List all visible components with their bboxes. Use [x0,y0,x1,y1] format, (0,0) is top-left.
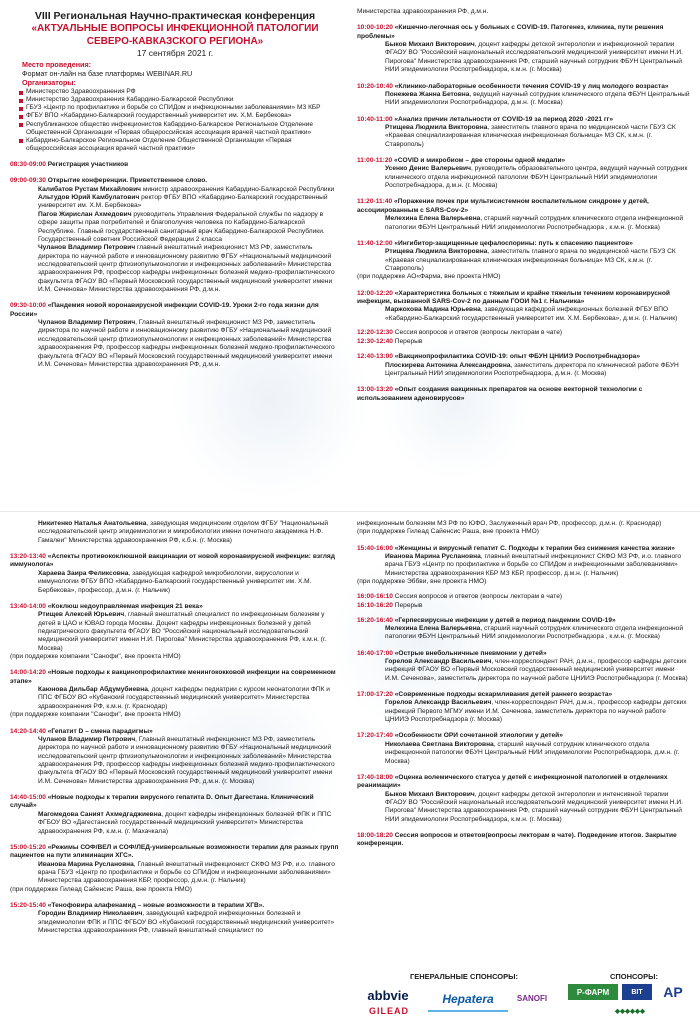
speaker [357,165,690,190]
speaker [357,658,690,683]
schedule-list [10,161,340,369]
session-title: «Гепатит D – смена парадигмы» [45,727,153,735]
schedule-item [10,794,340,836]
support-note: (при поддержке Гилеад Сайенсис Раша, вне проекта НМО) [10,885,192,893]
speaker-role: , доцент кафедры детской энтерологии и интенсивной терапии ФГАОУ ВО "Российский национальный исследовательский медицинский университет имени Н.И. Пирогова" Министерства здравоохранения РФ, старший научный сотрудник ФБУН Центральный НИИ эпидемиологии Роспотребнадзора, к.м.н. (г. Москва) [385,790,683,823]
schedule-item [357,116,690,149]
session-title: «Характеристика больных с тяжелым и крайне тяжелым течением коронавирусной инфекции, вызванной SARS-Cov-2 по данным ГООИ №1 г. Нальчика» [357,289,670,306]
sponsors-label: СПОНСОРЫ: [610,972,658,981]
speaker [10,244,340,294]
schedule-item [357,198,690,231]
session-time: 14:20-14:40 [10,727,46,735]
schedule-item [357,83,690,108]
speaker-name: Усенко Денис Валерьевич [385,165,471,173]
schedule-item [10,902,340,935]
session-time: 11:00-11:20 [357,157,393,165]
session-title: «Режимы СОФ/ВЕЛ и СОФ/ЛЕД-универсальные возможности терапии для разных групп пациентов на пути элиминации ХГС». [10,843,339,860]
session-time: 17:40-18:00 [357,773,393,781]
speaker [10,811,340,836]
session-title: «Анализ причин летальности от COVID-19 за период 2020 -2021 гг» [392,115,614,123]
speaker-role: , член-корреспондент РАН, д.м.н., профессор кафедры детских инфекций ФГАОУ ВО «Первый Московский государственный медицинский университет имени И.М. Сеченова», заместитель директора по научной работе ЦНИИЭ Роспотребнадзора (г. Москва) [385,657,688,682]
speaker-name: Пагов Жирислан Ахмедович [38,210,132,218]
speaker-role: , доцент кафедры детской энтерологии и инфекционной терапии ФГАОУ ВО "Российский национальный исследовательский медицинский университет имени Н.И. Пирогова" Министерства здравоохранения РФ, старший научный сотрудник ФБУН Центральный НИИ эпидемиологии Роспотребнадзора, к.м.н. (г. Москва) [385,41,683,74]
speaker-role: , доцент кафедры инфекционных болезней ФПК и ППС ФГБОУ ВО «Дагестанский государственный медицинский университет» Министерства здравоохранения РФ, к.м.н. (г. Махачкала) [38,810,332,835]
speaker-name: Быков Михаил Викторович [385,41,475,49]
session-time: 16:10-16:20 [357,601,393,609]
session-time: 18:00-18:20 [357,832,393,840]
schedule-list [10,553,340,935]
schedule-item [357,732,690,765]
speaker [357,791,690,824]
speaker [10,211,340,244]
speaker [10,186,340,194]
session-time: 17:00-17:20 [357,691,393,699]
session-time: 17:20-17:40 [357,732,393,740]
schedule-item [10,844,340,894]
speaker-role: , руководитель образовательного центра, ведущий научный сотрудник клинического отдела инфекционной патологии ФБУН Центральный НИИ эпидемиологии Роспотребнадзора, д.м.н. (г. Москва) [385,165,688,190]
organizer-item: Республиканское общество инфекционистов Кабардино-Балкарское Региональное Отделение Общественной Организации «Первая общероссийская ассоциация врачей частной практики» [19,121,340,137]
speaker-role: , заведующая кафедрой микробиологии, вирусологии и иммунологии ФГБУ ВПО «Кабардино-Балкарский государственный университет им. Х.М. Бербекова», профессор, д.м.н. (г. Нальчик) [38,569,312,594]
speaker-role: руководитель Управления Федеральной службы по надзору в сфере защиты прав потребителей и благополучия человека по Кабардино-Балкарской Республике. Главный государственный санитарный врач Кабардино-Балкарской Республики. Государственный советник Российской Федерации 2 класса [38,210,325,243]
speaker-role: министр здравоохранения Кабардино-Балкарской Республики [140,185,335,193]
session-time: 16:00-16:10 [357,592,393,600]
speaker-name: Плоскирева Антонина Александровна [385,361,511,369]
gilead-logo: GILEAD [368,1006,409,1016]
speaker-name: Горелов Александр Васильевич [385,699,492,707]
schedule-item [10,177,340,294]
speaker [10,861,340,886]
speaker-name: Николаева Светлана Викторовна [385,740,494,748]
speaker [357,699,690,724]
speaker [357,306,690,323]
speaker-role-continued: Министерства здравоохранения РФ, д.м.н. [357,8,489,15]
schedule-item [10,669,340,719]
organizer-item: Министерство Здравоохранения Кабардино-Балкарской Республики [19,96,340,104]
schedule-item [357,650,690,683]
schedule-breaks [357,329,690,345]
speaker-name: Городин Владимир Николаевич [38,910,143,918]
schedule-item [357,353,690,378]
session-title: «Коклюш недоуправляемая инфекция 21 века» [45,602,203,610]
bottom-right-column [357,520,690,849]
session-title: «Аспекты противококлюшной вакцинации от новой коронавирусной инфекции: взгляд иммунолога» [10,553,335,569]
speaker-role-continued: инфекционным болезням МЗ РФ по ЮФО, Заслуженный врач РФ, профессор, д.м.н. (г. Краснодар) [357,520,662,527]
session-title: Перерыв [392,338,423,346]
session-title: «COVID и микробиом – две стороны одной медали» [392,157,566,165]
session-time: 13:00-13:20 [357,386,393,394]
speaker-role: ректор ФГБУ ВПО «Кабардино-Балкарский государственный университет им. Х.М. Бербекова» [38,194,328,210]
speaker-role: , заведующий кафедрой инфекционных болезней и эпидемиологии ФПК и ППС ФГБОУ ВО «Кубанский государственный медицинский университет» Министерства здравоохранения РФ, главный внештатный специалист по [38,910,335,935]
session-time: 08:30-09:00 [10,161,46,168]
speaker-name: Понежева Жанна Бетовна [385,90,470,98]
schedule-item [357,617,690,642]
organizer-item: Кабардино-Балкарское Региональное Отделение Общественной Организации «Первая общероссийская ассоциация врачей частной практики» [19,137,340,153]
session-title: «Острые внебольничные пневмонии у детей» [392,649,547,657]
schedule-item [357,545,690,587]
session-title: «Женщины и вирусный гепатит С. Подходы к терапии без снижения качества жизни» [392,544,675,552]
speaker-name: Хараева Заира Феликсовна [38,569,129,577]
session-title: «Поражение почек при мультисистемном воспалительном синдроме у детей, ассоциированным с SARS-Cov-2» [357,198,649,214]
speaker [10,686,340,711]
session-time: 16:40-17:00 [357,649,393,657]
schedule-list [357,617,690,849]
speaker-name: Мелехина Елена Валерьевна [385,215,481,223]
program-page-bottom [0,512,700,1024]
session-time: 15:40-16:00 [357,544,393,552]
schedule-item [10,302,340,369]
schedule-item [357,602,690,609]
session-time: 13:40-14:00 [10,602,46,610]
schedule-item [10,161,340,169]
speaker [357,124,690,149]
speaker-name: Ртищева Людмила Викторовна [385,123,488,131]
schedule-item [10,553,340,595]
speaker-role: , ведущий научный сотрудник клинического отдела ФБУН Центральный НИИ эпидемиологии Роспотребнадзора, д.м.н. (г. Москва) [385,90,690,107]
session-title: «Ингибитор-защищенные цефалоспорины: путь к спасению пациентов» [392,239,633,247]
speaker-name: Мелехина Елена Валерьевна [385,624,481,632]
venue-label: Место проведения: [22,60,92,69]
speaker [10,611,340,653]
support-note: (при поддержке АО«Фарма, вне проекта НМО) [357,273,501,281]
speaker [357,625,690,642]
schedule-item [357,338,690,345]
schedule-list [357,545,690,587]
session-title: Сессия вопросов и ответов (вопросы лекторам в чате) [392,329,563,337]
top-left-column [10,10,340,369]
schedule-item [357,157,690,190]
conference-title-line2: СЕВЕРО-КАВКАЗСКОГО РЕГИОНА» [86,35,264,47]
schedule-item [10,603,340,662]
sponsor-logo: BIT [622,984,652,1000]
session-title: «Опыт создания вакцинных препаратов на основе векторной технологии с использованием аденовирусов» [357,386,643,402]
speaker-name: Альтудов Юрий Камбулатович [38,194,140,202]
speaker-name: Калибатов Рустам Михайлович [38,185,141,193]
speaker [10,319,340,369]
conference-title-line1: «АКТУАЛЬНЫЕ ВОПРОСЫ ИНФЕКЦИОННОЙ ПАТОЛОГИИ [31,23,319,34]
speaker-name: Магомедова Саният Ахмедгаджиевна [38,810,162,818]
schedule-item [357,386,690,403]
session-time: 09:30-10:00 [10,302,46,310]
session-time: 11:40-12:00 [357,239,393,247]
session-title: «Клинико-лабораторные особенности течения COVID-19 у лиц молодого возраста» [392,82,669,90]
session-title: «Герпесвирусные инфекции у детей в период пандемии COVID-19» [392,616,616,624]
organizer-item: ФГБУ ВПО «Кабардино-Балкарский государственный университет им. Х.М. Бербекова» [19,112,340,120]
session-time: 09:00-09:30 [10,177,46,185]
speaker [357,553,690,578]
speaker-name: Чуланов Владимир Петрович [38,244,136,252]
speaker-name: Ртищев Алексей Юрьевич [38,611,125,619]
session-time: 13:20-13:40 [10,553,46,561]
session-title: «Новые подходы к терапии вирусного гепатита D. Опыт Дагестана. Клинический случай» [10,794,314,810]
speaker [10,736,340,786]
bottom-left-column [10,520,340,935]
top-right-column [357,8,690,403]
session-time: 15:20-15:40 [10,902,46,910]
session-title: «Тенофовира алафенамид – новые возможности в терапии ХГВ». [45,902,265,910]
conference-number: VIII Региональная Научно-практическая конференция [34,10,316,22]
session-title: Открытие конференции. Приветственное слово. [45,177,208,185]
session-title: «Кишечно-легочная ось у больных с COVID-19. Патогенез, клиника, пути решения проблемы» [357,24,664,40]
abbvie-logo: abbvie [367,987,409,1003]
session-time: 12:00-12:20 [357,289,393,297]
session-title: Регистрация участников [45,161,129,168]
hepatera-logo: Hepatera [428,988,508,1012]
speaker [10,520,340,545]
speaker [357,741,690,766]
session-title: «Вакцинопрофилактика COVID-19: опыт ФБУН ЦНИИЭ Роспотребнадзора» [392,353,641,361]
speaker-role: , Главный внештатный инфекционист МЗ РФ, заместитель директора по научной работе и инновационному развитию ФГБУ «Национальный медицинский исследовательский центр фтизиопульмонологии и инфекционных заболеваний» Министерства здравоохранения РФ, профессор кафедры инфекционных болезней медико-профилактического факультета ФГАОУ ВО «Первый Московский государственный медицинский университет имени И.М. Сеченова» Министерства здравоохранения РФ, д.м.н. (г. Москва) [38,735,335,785]
speaker [10,194,340,211]
organizer-item: ГБУЗ «Центр по профилактике и борьбе со СПИДом и инфекционными заболеваниями» МЗ КБР [19,104,340,112]
support-note: (при поддержке Гилеад Сайенсис Раша, вне проекта НМО) [357,528,539,536]
session-time: 11:20-11:40 [357,198,393,206]
speaker-role: , Главный внештатный инфекционист СКФО МЗ РФ, и.о. главного врача ГБУЗ «Центр по профилактике и борьбе со СПИДом и инфекционными заболеваниями» Министерства здравоохранения КБР, профессор, д.м.н. (г. Нальчик) [38,860,335,885]
speaker-role: , Главный внештатный инфекционист МЗ РФ, заместитель директора по научной работе и инновационному развитию ФГБУ «Национальный медицинский исследовательский центр фтизиопульмонологии и инфекционных заболеваний» Министерства здравоохранения РФ, профессор кафедры инфекционных болезней медико-профилактического факультета ФГАОУ ВО «Первый Московский государственный медицинский университет имени И.М. Сеченова» Министерства здравоохранения РФ, д.м.н. [38,319,335,368]
speaker-role: , доцент кафедры педиатрии с курсом неонатологии ФПК и ППС ФГБОУ ВО «Кубанский государственный медицинский университет» Министерства здравоохранения РФ, к.м.н. (г. Краснодар) [38,686,330,710]
schedule-item [357,290,690,323]
speaker-name: Иванова Марина Руслановна [385,553,481,561]
speaker [357,362,690,379]
speaker-name: Иванова Марина Руслановна [38,860,134,868]
speaker-role: , главный внештатный специалист по инфекционным болезням у детей в ЦАО и ЮВАО города Москвы. Доцент кафедры инфекционных болезней у детей педиатрического факультета ФГАОУ ВО "Российский национальный исследовательский медицинский университет имени Н.И. Пирогова" Министерства здравоохранения РФ, к.м.н. (г. Москва) [38,611,327,652]
session-time: 14:00-14:20 [10,669,46,677]
ap-logo: AP [663,984,683,1000]
session-time: 14:40-15:00 [10,794,46,802]
speaker-name: Быков Михаил Викторович [385,790,475,798]
schedule-item [357,691,690,724]
speaker-role: , заместитель главного врача по медицинской части ГБУЗ СК «Краевая специализированная клиническая инфекционная больница» МЗ СК, к.м.н. (г. Ставрополь) [385,248,676,272]
organizer-item: Министерство Здравоохранения РФ [19,88,340,96]
r-pharm-logo: Р-ФАРМ [568,984,618,1000]
speaker-role: , заведующая медицинским отделом ФГБУ "Национальный исследовательский центр эпидемиологии и микробиологии имени почетного академика Н.Ф. Гамалеи" Министерства здравоохранения РФ, к.б.н. (г. Москва) [38,520,329,544]
session-title: Сессия вопросов и ответов (вопросы лекторам в чате) [392,592,563,600]
schedule-breaks [357,593,690,609]
session-time: 16:20-16:40 [357,616,393,624]
speaker [10,910,340,935]
speaker-role: , старший научный сотрудник клинического отдела инфекционной патологии ФБУН Центральный НИИ эпидемиологии Роспотребнадзора , к.м.н. (г. Москва) [385,624,684,641]
schedule-item [357,832,690,849]
speaker-role: , главный внештатный инфекционист СКФО МЗ РФ, и.о. главного врача ГБУЗ «Центр по профилактике и борьбе со СПИДом и инфекционными заболеваниями» Министерства здравоохранения КБР МЗ КБР, профессор, д.м.н. (г. Нальчик) [385,553,682,577]
speaker-role: главный внештатный инфекционист МЗ РФ, заместитель директора по научной работе и инновационному развитию ФГБУ «Национальный медицинский исследовательский центр фтизиопульмонологии и инфекционных заболеваний» Министерства здравоохранения РФ, профессор кафедры инфекционных болезней медико-профилактического факультета ФГАОУ ВО «Первый Московский государственный медицинский университет имени И.М. Сеченова» Министерства здравоохранения РФ, д.м.н. [38,244,335,294]
schedule-item [10,728,340,787]
schedule-item [357,24,690,74]
speaker [357,215,690,232]
organizers-label: Организаторы: [22,78,76,87]
sanofi-logo: SANOFI [516,993,548,1003]
speaker-name: Горелов Александр Васильевич [385,657,492,665]
session-title: «Новые подходы к вакцинопрофилактике менингококковой инфекции на современном этапе» [10,669,336,685]
session-time: 12:40-13:00 [357,353,393,361]
speaker-role: , заместитель директора по клинической работе ФБУН Центральный НИИ эпидемиологии Роспотребнадзора, д.м.н. (г. Москва) [385,361,679,377]
session-title: Сессия вопросов и ответов(вопросы лекторам в чате). Подведение итогов. Закрытие конференции. [357,832,677,848]
session-time: 10:00-10:20 [357,24,393,32]
session-title: «Пандемия новой коронавирусной инфекции COVID-19. Уроки 2-го года жизни для России» [10,302,319,318]
venue-text: Формат он-лайн на базе платформы WEBINAR.RU [22,69,193,78]
speaker-name: Никитенко Наталья Анатольевна [38,520,147,527]
schedule-item [357,240,690,282]
session-time: 10:40-11:00 [357,115,393,123]
session-title: «Современные подходы вскармливания детей раннего возраста» [392,691,613,699]
speaker [357,248,690,273]
session-title: «Особенности ОРИ сочетанной этиологии у детей» [392,732,563,740]
speaker-role: , заместитель главного врача по медицинской части ГБУЗ СК «Краевая специализированная клиническая инфекционная больница» МЗ СК, к.м.н. (г. Ставрополь) [385,123,676,148]
session-title: «Оценка волемического статуса у детей с инфекционной патологией в отделениях реанимации» [357,773,668,790]
session-time: 12:30-12:40 [357,338,393,346]
speaker-role: , старший научный сотрудник клинического отдела инфекционной патологии ФБУН Центральный НИИ эпидемиологии Роспотребнадзора, д.м.н. (г. Москва) [385,740,680,765]
support-note: (при поддержке Эббви, вне проекта НМО) [357,578,487,586]
organizers-list [10,88,340,153]
speaker-name: Каюнова Дильбар Абдумубиевна [38,686,148,694]
support-note: (при поддержке компании "Санофи", вне проекта НМО) [10,653,181,661]
speaker-name: Чуланов Владимир Петрович [38,319,136,327]
speaker-role: , член-корреспондент РАН, д.м.н., профессор кафедры детских инфекций Первого МГМУ имени И.М. Сеченова, заместитель директора по научной работе ЦНИИЭ Роспотребнадзора (г. Москва) [385,699,687,724]
session-time: 15:00-15:20 [10,843,46,851]
session-time: 10:20-10:40 [357,82,393,90]
general-sponsors-label: ГЕНЕРАЛЬНЫЕ СПОНСОРЫ: [410,972,518,981]
speaker-role: , заведующая кафедрой инфекционных болезней ФГБУ ВПО «Кабардино-Балкарский государственный университет им. Х.М. Бербекова», д.м.н. (г. Нальчик) [385,306,678,322]
speaker-role: , старший научный сотрудник клинического отдела инфекционной патологии ФБУН Центральный НИИ эпидемиологии Роспотребнадзора , к.м.н. (г. Москва) [385,215,684,231]
session-time: 12:20-12:30 [357,329,393,337]
speaker [357,91,690,108]
schedule-list [357,24,690,323]
schedule-item [357,774,690,824]
diagnostic-systems-logo: ◆◆◆◆◆◆ [615,1008,645,1015]
schedule-item [357,593,690,600]
speaker-name: Ртищева Людмила Викторовна [385,248,488,256]
schedule-item [357,329,690,336]
speaker-name: Маржохова Мадина Юрьевна [385,306,481,314]
speaker [10,570,340,595]
speaker [357,41,690,74]
conference-date: 17 сентября 2021 г. [136,48,214,58]
speaker-name: Чуланов Владимир Петрович [38,735,136,743]
session-title: Перерыв [392,601,423,609]
support-note: (при поддержке компании "Санофи", вне проекта НМО) [10,711,181,719]
schedule-list [357,353,690,403]
